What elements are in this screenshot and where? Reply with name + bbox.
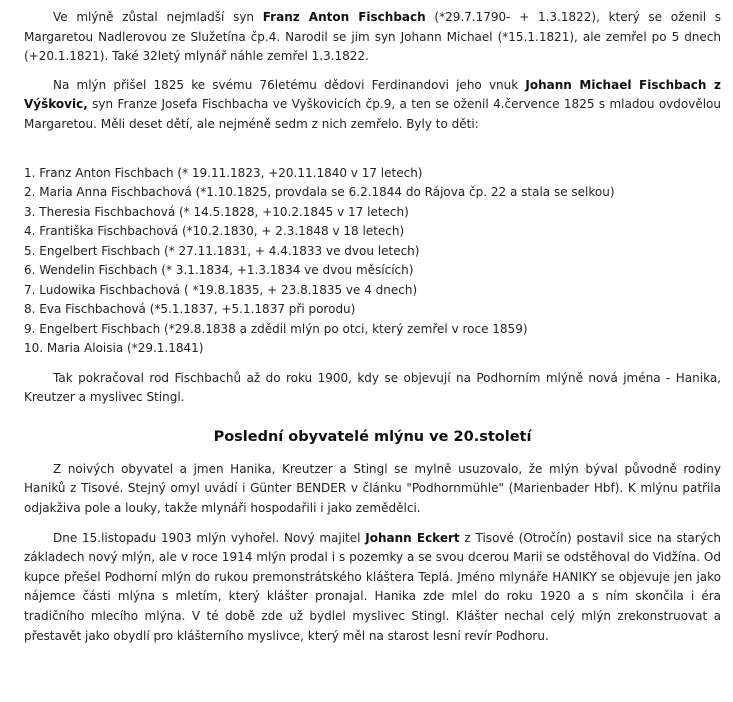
article (24, 8, 721, 646)
paragraph-new-inhabitants: Z noivých obyvatel a jmen Hanika, Kreutzer a Stingl se mylně usuzovalo, že mlýn býval původně rodiny Haniků z Tisové. Stejný omyl uvádí i Günter BENDER v článku "Podhornmühle" (Marienbader Hbf). K mlýnu patřila odjakživa pole a louky, takže mlynáři hospodařili i jako zemědělci. (24, 461, 721, 515)
bold-name: Johann Michael Fischbach z Výškovic, (24, 77, 721, 112)
paragraph-johann-michael (24, 76, 721, 135)
paragraph-franz-anton (24, 8, 721, 67)
section-heading: Poslední obyvatelé mlýnu ve 20.století (213, 428, 532, 445)
text: syn Franze Josefa Fischbacha ve Vyškovicích čp.9, a ten se oženil 4.července 1825 s mladou ovdovělou Margaretou. Měli deset dětí, ale nejméně sedm z nich zemřelo. Byly to děti: (24, 97, 721, 131)
children-list (24, 164, 721, 359)
paragraph-fischbach-continuation: Tak pokračoval rod Fischbachů až do roku 1900, kdy se objevují na Podhorním mlýně nová jména - Hanika, Kreutzer a myslivec Stingl. (24, 370, 721, 405)
text: z Tisové (Otročín) postavil sice na starých základech nový mlýn, ale v roce 1914 mlýn prodal i s pozemky a se svou dcerou Marii se odstěhoval do Vidžína. Od kupce přešel Podhorní mlýn do rukou premonstrátského kláštera Teplá. Jméno mlynáře HANIKY se objevuje jen jako nájemce části mlýna s mletím, který klášter pronajal. Hanika zde mlel do roku 1920 a s ním skončila i éra tradičního mlecího mlýna. V té době zde už bydlel myslivec Stingl. Klášter nechal celý mlýn zrekonstruovat a přestavět jako obydlí pro klášterního myslivce, který měl na starost lesní revír Podhoru. (24, 530, 722, 643)
text: Ve mlýně zůstal nejmladší syn (53, 10, 263, 24)
list-item: 6. Wendelin Fischbach (* 3.1.1834, +1.3.1834 ve dvou měsících) (24, 263, 414, 278)
text: Na mlýn přišel 1825 ke svému 76letému dědovi Ferdinandovi jeho vnuk (53, 77, 526, 92)
list-item: 7. Ludowika Fischbachová ( *19.8.1835, + 23.8.1835 ve 4 dnech) (24, 282, 418, 297)
list-item: 3. Theresia Fischbachová (* 14.5.1828, +10.2.1845 v 17 letech) (24, 204, 409, 219)
list-item: 2. Maria Anna Fischbachová (*1.10.1825, provdala se 6.2.1844 do Rájova čp. 22 a stala se selkou) (24, 185, 615, 200)
text: (*29.7.1790- + 1.3.1822), který se oženil s Margaretou Nadlerovou ze Služetína čp.4. Narodil se jim syn Johann Michael (*15.1.1821), ale zemřel po 5 dnech (+20.1.1821). Také 32letý mlynář náhle zemřel 1.3.1822. (24, 10, 721, 64)
list-item: 9. Engelbert Fischbach (*29.8.1838 a zdědil mlýn po otci, který zemřel v roce 1859) (24, 321, 528, 336)
list-item: 5. Engelbert Fischbach (* 27.11.1831, + 4.4.1833 ve dvou letech) (24, 243, 420, 258)
paragraph-fire-1903 (24, 529, 721, 647)
list-item: 4. Františka Fischbachová (*10.2.1830, + 2.3.1848 v 18 letech) (24, 224, 405, 239)
list-item: 10. Maria Aloisia (*29.1.1841) (24, 341, 204, 356)
list-item: 1. Franz Anton Fischbach (* 19.11.1823, +20.11.1840 v 17 letech) (24, 165, 423, 180)
list-item: 8. Eva Fischbachová (*5.1.1837, +5.1.1837 při porodu) (24, 302, 356, 317)
text: Dne 15.listopadu 1903 mlýn vyhořel. Nový majitel (53, 530, 366, 545)
bold-name: Johann Eckert (365, 530, 460, 545)
bold-name: Franz Anton Fischbach (262, 10, 426, 24)
